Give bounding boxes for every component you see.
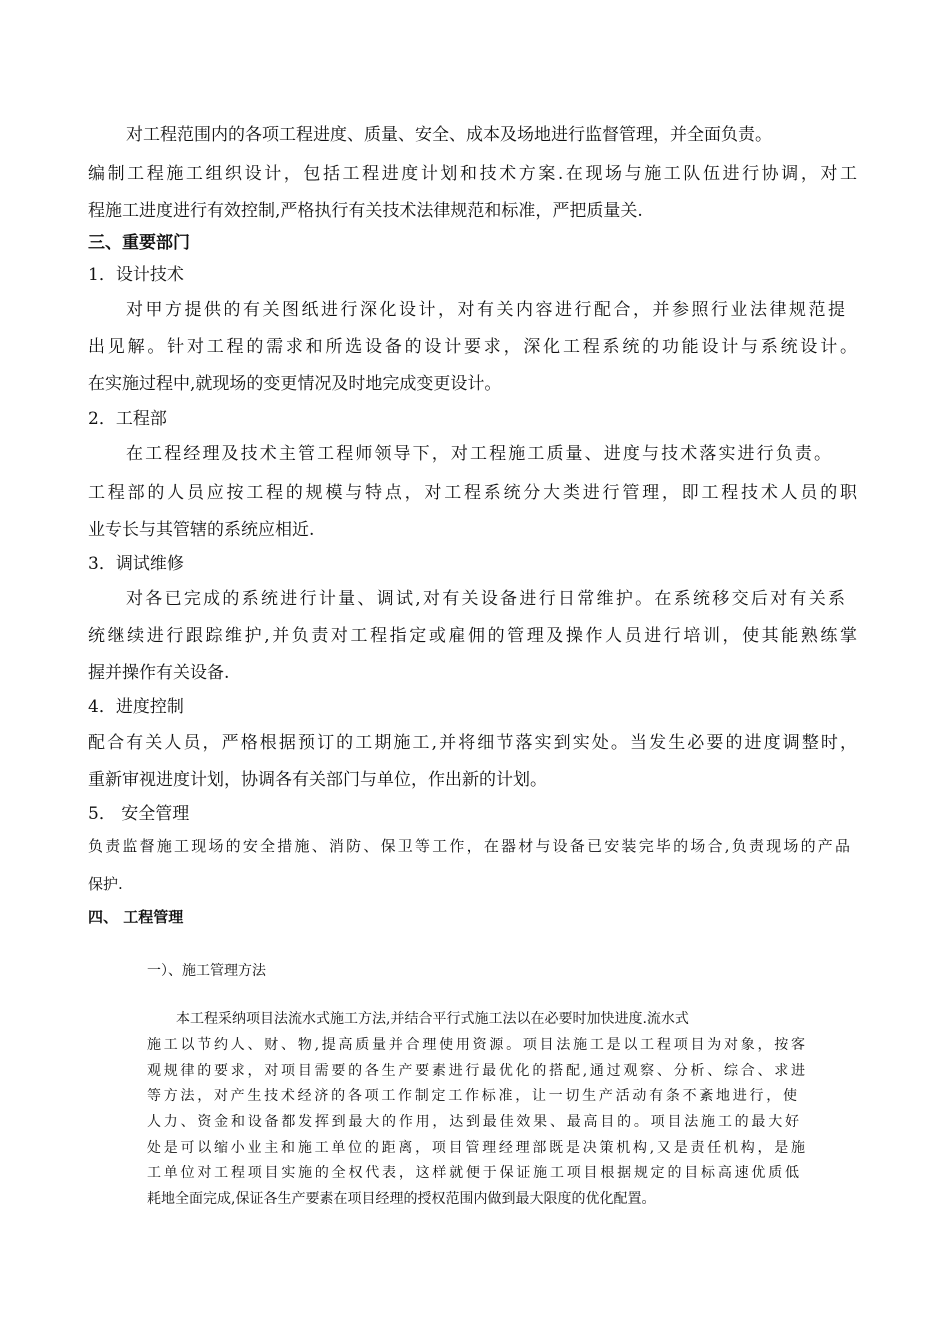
body-line: 施工以节约人、财、物,提高质量并合理使用资源。项目法施工是以工程项目为对象，按客 [147,1037,805,1053]
item-line: 业专长与其管辖的系统应相近. [88,520,315,540]
item-line: 工程部的人员应按工程的规模与特点，对工程系统分大类进行管理，即工程技术人员的职 [88,483,857,503]
body-line: 耗地全面完成,保证各生产要素在项目经理的授权范围内做到最大限度的优化配置。 [147,1191,656,1207]
item-title: 5． 安全管理 [88,804,190,824]
item-line: 重新审视进度计划，协调各有关部门与单位，作出新的计划。 [88,770,547,790]
section-heading: 三、重要部门 [88,233,190,253]
body-line: 等方法，对产生技术经济的各项工作制定工作标准，让一切生产活动有条不紊地进行，使 [147,1088,797,1104]
intro-line: 对工程范围内的各项工程进度、质量、安全、成本及场地进行监督管理，并全面负责。 [126,125,772,145]
item-title: 3．调试维修 [88,554,184,574]
item-line: 配合有关人员，严格根据预订的工期施工,并将细节落实到实处。当发生必要的进度调整时， [88,733,857,753]
item-line: 负责监督施工现场的安全措施、消防、保卫等工作，在器材与设备已安装完毕的场合,负责现场的产品 [88,837,850,855]
item-title: 2．工程部 [88,409,167,429]
body-line: 人力、资金和设备都发挥到最大的作用，达到最佳效果、最高目的。项目法施工的最大好 [147,1114,799,1130]
item-line: 对甲方提供的有关图纸进行深化设计，对有关内容进行配合，并参照行业法律规范提 [126,300,845,320]
item-line: 出见解。针对工程的需求和所选设备的设计要求，深化工程系统的功能设计与系统设计。 [88,337,857,357]
intro-line: 编制工程施工组织设计，包括工程进度计划和技术方案.在现场与施工队伍进行协调，对工 [88,164,857,184]
body-line: 工单位对工程项目实施的全权代表，这样就便于保证施工项目根据规定的目标高速优质低 [147,1165,799,1181]
intro-line: 程施工进度进行有效控制,严格执行有关技术法律规范和标准，严把质量关. [88,201,643,221]
item-line: 握并操作有关设备. [88,663,230,683]
item-title: 4．进度控制 [88,697,184,717]
section-heading: 四、 工程管理 [88,908,184,926]
body-line: 处是可以缩小业主和施工单位的距离，项目管理经理部既是决策机构,又是责任机构，是施 [147,1140,805,1156]
sub-heading: 一）、施工管理方法 [147,963,266,979]
item-line: 在工程经理及技术主管工程师领导下，对工程施工质量、进度与技术落实进行负责。 [126,444,831,464]
item-line: 在实施过程中,就现场的变更情况及时地完成变更设计。 [88,374,502,394]
body-line: 本工程采纳项目法流水式施工方法,并结合平行式施工法以在必要时加快进度.流水式 [176,1011,689,1027]
item-line: 对各已完成的系统进行计量、调试,对有关设备进行日常维护。在系统移交后对有关系 [126,589,845,609]
item-title: 1．设计技术 [88,265,184,285]
item-line: 统继续进行跟踪维护,并负责对工程指定或雇佣的管理及操作人员进行培训，使其能熟练掌 [88,626,857,646]
body-line: 观规律的要求，对项目需要的各生产要素进行最优化的搭配,通过观察、分析、综合、求进 [147,1063,805,1079]
item-line: 保护. [88,875,123,893]
